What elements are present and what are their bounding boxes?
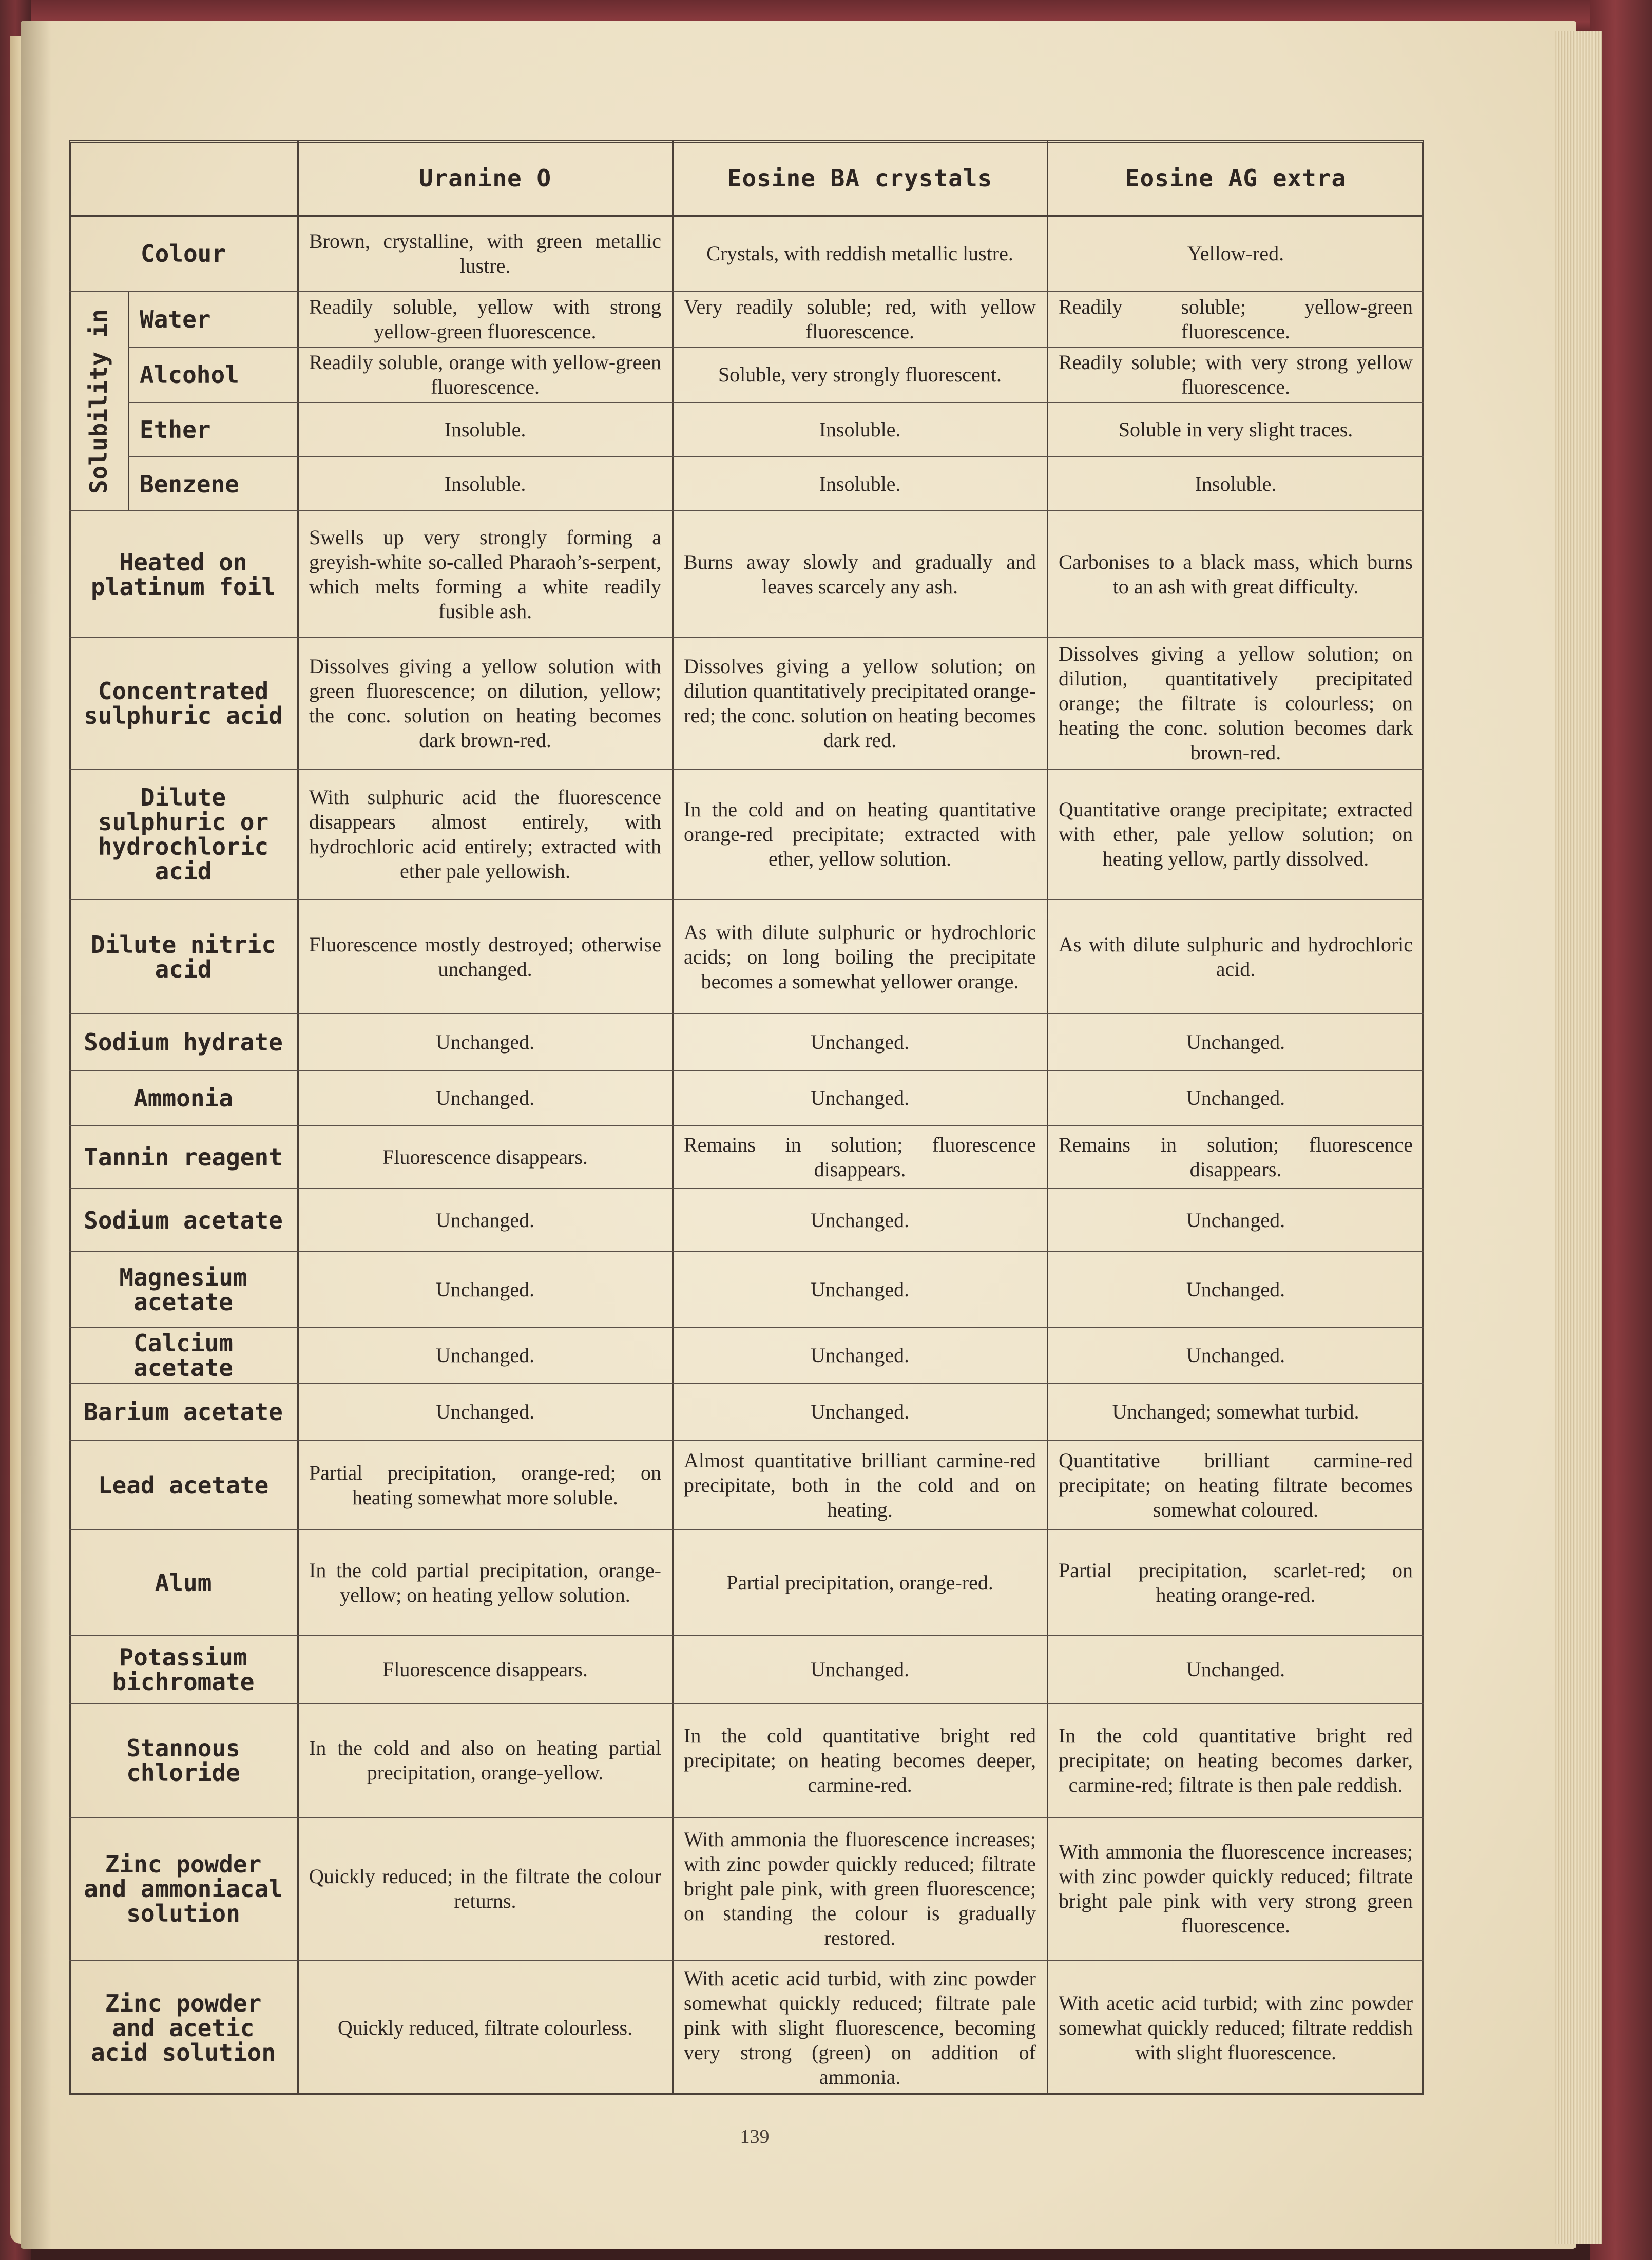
cell-sodium-acetate-eosine-ag — [1047, 1189, 1424, 1252]
cell-ammonia-eosine-ag — [1047, 1070, 1424, 1126]
cell-text: Insoluble. — [1195, 472, 1277, 495]
cell-text: Quantitative brilliant carmine-red precipitate; on heating filtrate becomes somewhat coloured. — [1059, 1448, 1413, 1521]
cell-text: Unchanged; somewhat turbid. — [1112, 1400, 1359, 1423]
column-header-uranine-o: Uranine O — [418, 164, 552, 192]
cell-barium-acetate-uranine — [298, 1384, 673, 1440]
cell-text: Readily soluble, yellow with strong yellow-green fluorescence. — [309, 295, 661, 343]
cell-water-eosine-ba — [673, 292, 1047, 347]
cell-text: With sulphuric acid the fluorescence disappears almost entirely, with hydrochloric acid entirely; extracted with ether pale yellowish. — [309, 786, 661, 883]
row-label-sodium-hydrate: Sodium hydrate — [84, 1028, 283, 1056]
row-label-sodium-acetate: Sodium acetate — [84, 1206, 283, 1234]
cell-text: Unchanged. — [435, 1277, 535, 1301]
row-label-stannous-chloride: Stannous chloride — [126, 1734, 240, 1787]
cell-text: Unchanged. — [1186, 1657, 1285, 1681]
cell-text: Brown, crystalline, with green metallic lustre. — [309, 229, 661, 277]
cell-text: Dissolves giving a yellow solution; on dilution quantitatively precipitated orange-red; the conc. solution on heating becomes dark red. — [684, 655, 1036, 752]
row-label-heated-on-platinum-foil: Heated on platinum foil — [90, 548, 276, 601]
cell-concentrated-sulphuric-acid-uranine — [298, 638, 673, 769]
cell-potassium-bichromate-eosine-ba — [673, 1635, 1047, 1703]
cell-text: Unchanged. — [435, 1344, 535, 1367]
cell-text: Fluorescence mostly destroyed; otherwise unchanged. — [309, 932, 661, 981]
cell-alum-eosine-ba — [673, 1530, 1047, 1635]
cell-dilute-nitric-acid-eosine-ag — [1047, 899, 1424, 1014]
cell-sodium-acetate-eosine-ba — [673, 1189, 1047, 1252]
row-label-lead-acetate: Lead acetate — [98, 1471, 269, 1499]
cell-zinc-powder-and-acetic-acid-solution-eosine-ba — [673, 1960, 1047, 2095]
cell-ammonia-uranine — [298, 1070, 673, 1126]
row-label-benzene: Benzene — [140, 470, 239, 498]
cell-magnesium-acetate-eosine-ba — [673, 1252, 1047, 1327]
cell-text: Quickly reduced; in the filtrate the colour returns. — [309, 1865, 661, 1912]
cell-calcium-acetate-eosine-ba — [673, 1327, 1047, 1384]
cell-colour-eosine-ba — [673, 216, 1047, 292]
cell-colour-eosine-ag — [1047, 216, 1424, 292]
cell-text: Partial precipitation, orange-red. — [726, 1570, 993, 1594]
cell-ether-eosine-ag — [1047, 403, 1424, 457]
solubility-group-label: Solubility in — [85, 309, 112, 494]
cell-text: Remains in solution; fluorescence disappears. — [684, 1133, 1036, 1181]
cell-text: Partial precipitation, scarlet-red; on heating orange-red. — [1059, 1558, 1413, 1606]
cell-stannous-chloride-eosine-ag — [1047, 1703, 1424, 1817]
cell-alcohol-eosine-ba — [673, 347, 1047, 403]
cell-ether-uranine — [298, 403, 673, 457]
cell-calcium-acetate-uranine — [298, 1327, 673, 1384]
cell-text: In the cold and on heating quantitative orange-red precipitate; extracted with ether, yellow solution. — [684, 798, 1036, 870]
cell-text: Insoluble. — [444, 472, 526, 495]
cell-dilute-sulphuric-or-hydrochloric-acid-uranine — [298, 769, 673, 899]
cell-lead-acetate-eosine-ag — [1047, 1440, 1424, 1530]
cell-text: Insoluble. — [819, 472, 901, 495]
cell-text: With ammonia the fluorescence increases; with zinc powder quickly reduced; filtrate bright pale pink with very strong green fluorescence. — [1059, 1840, 1413, 1937]
cell-text: Quickly reduced, filtrate colourless. — [337, 2016, 633, 2039]
cell-text: Readily soluble; with very strong yellow fluorescence. — [1059, 351, 1413, 398]
cell-text: Unchanged. — [810, 1277, 910, 1301]
cell-text: In the cold quantitative bright red precipitate; on heating becomes deeper, carmine-red. — [684, 1724, 1036, 1796]
cell-dilute-nitric-acid-eosine-ba — [673, 899, 1047, 1014]
cell-text: Crystals, with reddish metallic lustre. — [706, 242, 1013, 265]
cell-text: Unchanged. — [810, 1344, 910, 1367]
cell-text: Unchanged. — [435, 1208, 535, 1232]
cell-text: Unchanged. — [435, 1030, 535, 1054]
cell-concentrated-sulphuric-acid-eosine-ba — [673, 638, 1047, 769]
row-label-alcohol: Alcohol — [140, 361, 239, 389]
cell-text: Unchanged. — [810, 1086, 910, 1109]
row-label-colour: Colour — [140, 240, 226, 267]
column-header-eosine-ba-crystals: Eosine BA crystals — [727, 164, 993, 192]
cell-heated-on-platinum-foil-uranine — [298, 511, 673, 638]
cell-dilute-nitric-acid-uranine — [298, 899, 673, 1014]
cell-text: Unchanged. — [1186, 1030, 1285, 1054]
cell-magnesium-acetate-eosine-ag — [1047, 1252, 1424, 1327]
cell-zinc-powder-and-ammoniacal-solution-uranine — [298, 1817, 673, 1960]
cell-text: As with dilute sulphuric and hydrochloric acid. — [1059, 932, 1413, 981]
cell-text: Dissolves giving a yellow solution; on dilution, quantitatively precipitated orange; the filtrate is colourless; on heating the conc. solution becomes dark brown-red. — [1059, 642, 1413, 764]
cell-text: As with dilute sulphuric or hydrochloric acids; on long boiling the precipitate becomes a somewhat yellower orange. — [684, 920, 1036, 993]
cell-text: Remains in solution; fluorescence disappears. — [1059, 1133, 1413, 1181]
row-label-concentrated-sulphuric-acid: Concentrated sulphuric acid — [84, 677, 283, 730]
row-label-barium-acetate: Barium acetate — [84, 1398, 283, 1426]
cell-text: In the cold and also on heating partial precipitation, orange-yellow. — [309, 1736, 661, 1784]
cell-text: Fluorescence disappears. — [382, 1657, 588, 1681]
cell-text: Unchanged. — [810, 1657, 910, 1681]
cell-text: Yellow-red. — [1187, 242, 1284, 265]
cell-potassium-bichromate-eosine-ag — [1047, 1635, 1424, 1703]
cell-ether-eosine-ba — [673, 403, 1047, 457]
cell-text: With acetic acid turbid, with zinc powder somewhat quickly reduced; filtrate pale pink with slight fluorescence, becoming very strong (green) on addition of ammonia. — [684, 1966, 1036, 2089]
cell-alcohol-eosine-ag — [1047, 347, 1424, 403]
cell-text: Partial precipitation, orange-red; on heating somewhat more soluble. — [309, 1461, 661, 1509]
row-label-dilute-sulphuric-or-hydrochloric-acid: Dilute sulphuric or hydrochloric acid — [98, 783, 269, 885]
cell-colour-uranine — [298, 216, 673, 292]
cell-potassium-bichromate-uranine — [298, 1635, 673, 1703]
row-label-dilute-nitric-acid: Dilute nitric acid — [90, 930, 276, 983]
cell-text: Soluble, very strongly fluorescent. — [718, 363, 1002, 386]
cell-text: Unchanged. — [1186, 1086, 1285, 1109]
cell-tannin-reagent-eosine-ba — [673, 1126, 1047, 1189]
cell-text: Unchanged. — [1186, 1344, 1285, 1367]
row-label-zinc-powder-and-acetic-acid-solution: Zinc powder and acetic acid solution — [90, 1989, 276, 2066]
cell-magnesium-acetate-uranine — [298, 1252, 673, 1327]
cell-stannous-chloride-eosine-ba — [673, 1703, 1047, 1817]
page-block-edge — [1555, 31, 1602, 2244]
cell-concentrated-sulphuric-acid-eosine-ag — [1047, 638, 1424, 769]
cell-water-uranine — [298, 292, 673, 347]
cell-zinc-powder-and-acetic-acid-solution-uranine — [298, 1960, 673, 2095]
cell-text: Unchanged. — [1186, 1208, 1285, 1232]
cell-dilute-sulphuric-or-hydrochloric-acid-eosine-ag — [1047, 769, 1424, 899]
cell-sodium-hydrate-eosine-ag — [1047, 1014, 1424, 1070]
row-label-potassium-bichromate: Potassium bichromate — [112, 1643, 255, 1696]
cell-text: Burns away slowly and gradually and leaves scarcely any ash. — [684, 550, 1036, 598]
cell-lead-acetate-uranine — [298, 1440, 673, 1530]
cell-alcohol-uranine — [298, 347, 673, 403]
row-label-tannin-reagent: Tannin reagent — [84, 1143, 283, 1171]
cell-text: In the cold partial precipitation, orange-yellow; on heating yellow solution. — [309, 1558, 661, 1606]
cell-tannin-reagent-uranine — [298, 1126, 673, 1189]
row-label-water: Water — [140, 305, 211, 333]
cell-heated-on-platinum-foil-eosine-ba — [673, 511, 1047, 638]
cell-text: Insoluble. — [444, 418, 526, 441]
spine-shadow — [21, 21, 51, 2249]
cell-benzene-eosine-ag — [1047, 457, 1424, 511]
cell-text: Insoluble. — [819, 418, 901, 441]
cell-text: Unchanged. — [435, 1086, 535, 1109]
cell-text: Soluble in very slight traces. — [1118, 418, 1353, 441]
cell-text: Quantitative orange precipitate; extracted with ether, pale yellow solution; on heating yellow, partly dissolved. — [1059, 798, 1413, 870]
cell-calcium-acetate-eosine-ag — [1047, 1327, 1424, 1384]
cell-benzene-uranine — [298, 457, 673, 511]
cell-stannous-chloride-uranine — [298, 1703, 673, 1817]
cell-text: Readily soluble; yellow-green fluorescence. — [1059, 295, 1413, 343]
row-label-ether: Ether — [140, 416, 211, 444]
cell-text: Unchanged. — [810, 1030, 910, 1054]
row-label-ammonia: Ammonia — [133, 1084, 233, 1112]
cell-text: Almost quantitative brilliant carmine-red precipitate, both in the cold and on heating. — [684, 1448, 1036, 1521]
cell-text: Swells up very strongly forming a greyish-white so-called Pharaoh’s-serpent, which melts forming a white readily fusible ash. — [309, 525, 661, 623]
cell-heated-on-platinum-foil-eosine-ag — [1047, 511, 1424, 638]
cell-text: Unchanged. — [810, 1400, 910, 1423]
cell-lead-acetate-eosine-ba — [673, 1440, 1047, 1530]
row-label-zinc-powder-and-ammoniacal-solution: Zinc powder and ammoniacal solution — [84, 1850, 283, 1927]
row-label-alum: Alum — [155, 1568, 212, 1597]
cell-zinc-powder-and-ammoniacal-solution-eosine-ba — [673, 1817, 1047, 1960]
cell-text: In the cold quantitative bright red precipitate; on heating becomes darker, carmine-red; filtrate is then pale reddish. — [1059, 1724, 1413, 1796]
cell-text: Unchanged. — [810, 1208, 910, 1232]
cell-text: Unchanged. — [1186, 1277, 1285, 1301]
cell-alum-uranine — [298, 1530, 673, 1635]
cell-text: Dissolves giving a yellow solution with green fluorescence; on dilution, yellow; the conc. solution on heating becomes dark brown-red. — [309, 655, 661, 752]
cell-text: Readily soluble, orange with yellow-green fluorescence. — [309, 351, 661, 398]
cell-zinc-powder-and-acetic-acid-solution-eosine-ag — [1047, 1960, 1424, 2095]
cell-sodium-hydrate-uranine — [298, 1014, 673, 1070]
cell-dilute-sulphuric-or-hydrochloric-acid-eosine-ba — [673, 769, 1047, 899]
cell-text: Unchanged. — [435, 1400, 535, 1423]
page-number: 139 — [740, 2126, 770, 2148]
cell-text: Very readily soluble; red, with yellow fluorescence. — [684, 295, 1036, 343]
cell-text: Carbonises to a black mass, which burns to an ash with great difficulty. — [1059, 550, 1413, 598]
row-label-magnesium-acetate: Magnesium acetate — [119, 1263, 247, 1316]
row-label-calcium-acetate: Calcium acetate — [133, 1329, 233, 1382]
cell-text: With ammonia the fluorescence increases; with zinc powder quickly reduced; filtrate bright pale pink, with green fluorescence; on standing the colour is gradually restored. — [684, 1828, 1036, 1949]
cell-water-eosine-ag — [1047, 292, 1424, 347]
cell-sodium-hydrate-eosine-ba — [673, 1014, 1047, 1070]
cell-benzene-eosine-ba — [673, 457, 1047, 511]
cell-ammonia-eosine-ba — [673, 1070, 1047, 1126]
cell-zinc-powder-and-ammoniacal-solution-eosine-ag — [1047, 1817, 1424, 1960]
cell-tannin-reagent-eosine-ag — [1047, 1126, 1424, 1189]
cell-barium-acetate-eosine-ba — [673, 1384, 1047, 1440]
cell-text: With acetic acid turbid; with zinc powder somewhat quickly reduced; filtrate reddish with slight fluorescence. — [1059, 1991, 1413, 2064]
cell-barium-acetate-eosine-ag — [1047, 1384, 1424, 1440]
cell-sodium-acetate-uranine — [298, 1189, 673, 1252]
cell-alum-eosine-ag — [1047, 1530, 1424, 1635]
cell-text: Fluorescence disappears. — [382, 1145, 588, 1169]
column-header-eosine-ag-extra: Eosine AG extra — [1125, 164, 1347, 192]
